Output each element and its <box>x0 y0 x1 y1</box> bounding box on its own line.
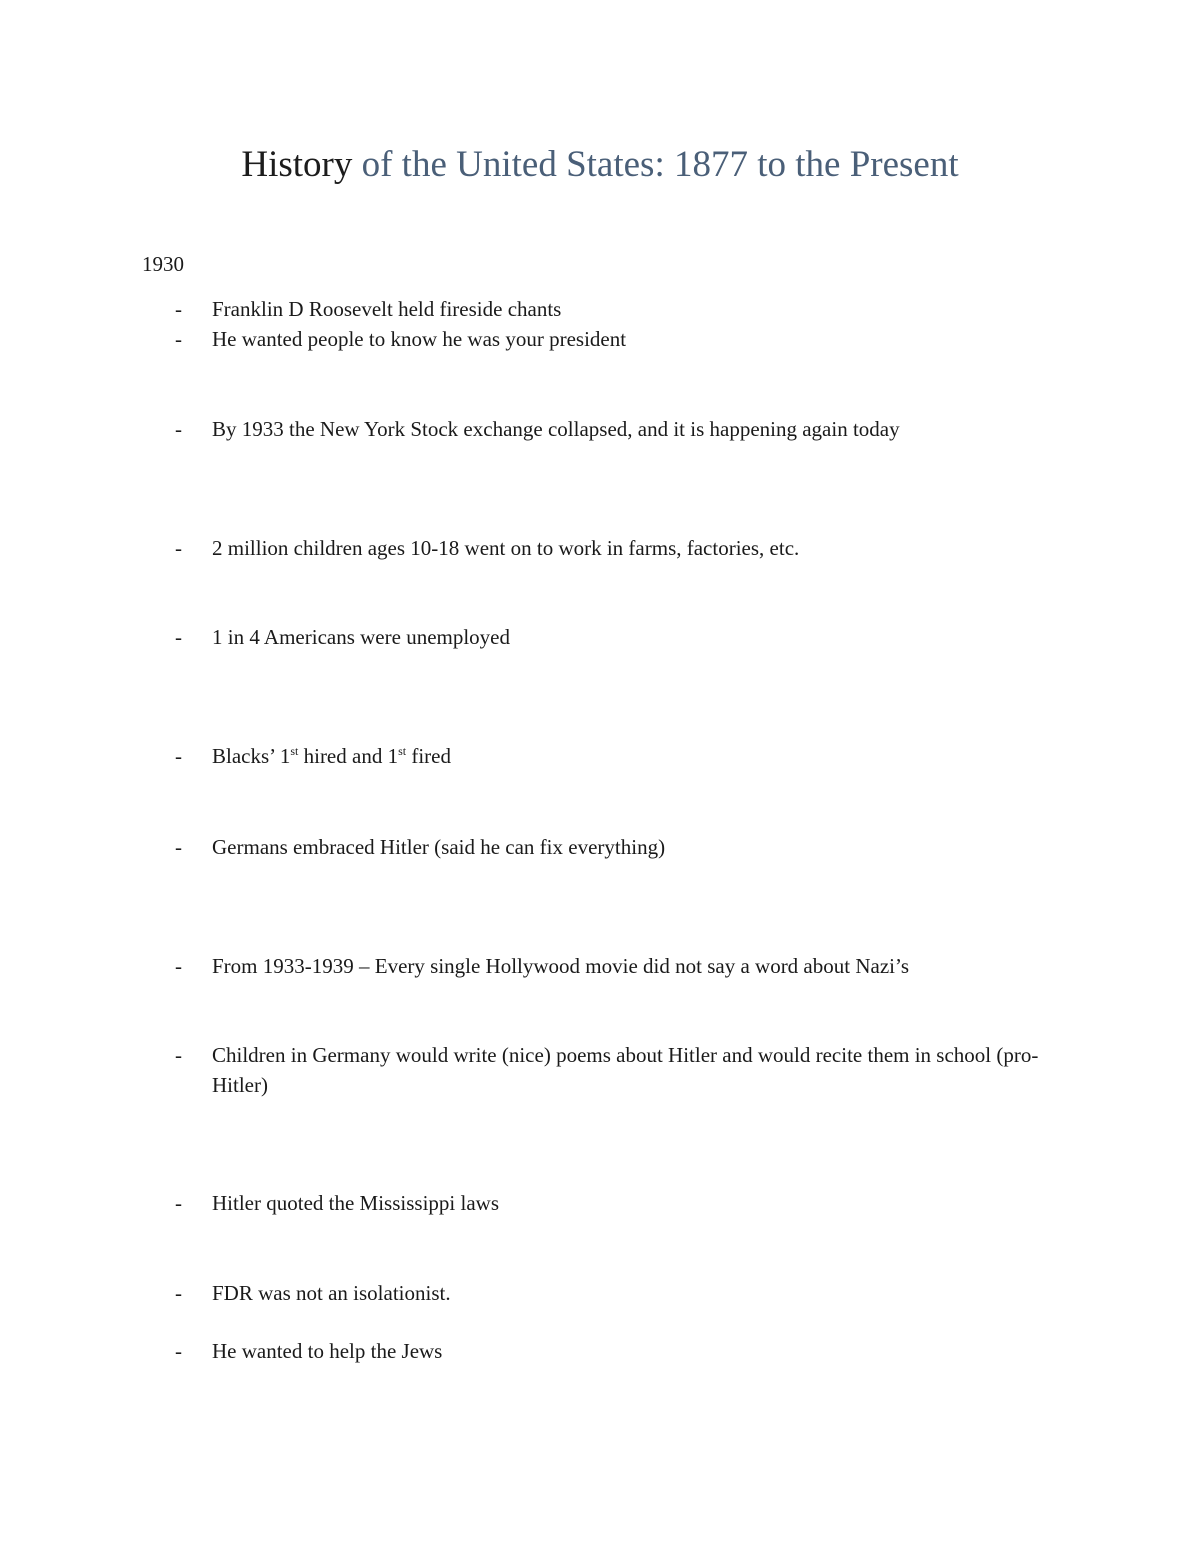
list-item-text: Germans embraced Hitler (said he can fix everything) <box>212 835 666 859</box>
bullet-dash: - <box>175 625 182 649</box>
title-part-rest: of the United States: 1877 to the Present <box>352 144 959 185</box>
bullet-dash: - <box>175 417 182 441</box>
list-item-text <box>212 741 1055 771</box>
list-item-text: Franklin D Roosevelt held fireside chants <box>212 297 562 321</box>
bullet-dash: - <box>175 1043 182 1067</box>
list-item-text: Children in Germany would write (nice) poems about Hitler and would recite them in school (pro-Hitler) <box>212 1043 1039 1097</box>
bullet-dash: - <box>175 297 182 321</box>
list-item-text: He wanted people to know he was your president <box>212 327 627 351</box>
list-item-text: FDR was not an isolationist. <box>212 1281 451 1305</box>
text-segment: Blacks’ 1 <box>212 744 291 768</box>
bullet-dash: - <box>175 1191 182 1215</box>
list-item <box>175 622 1055 652</box>
list-item <box>175 951 1055 981</box>
bullet-dash: - <box>175 835 182 859</box>
section-year: 1930 <box>142 252 184 276</box>
ordinal-suffix: st <box>398 744 407 758</box>
list-item-text: From 1933-1939 – Every single Hollywood movie did not say a word about Nazi’s <box>212 954 909 978</box>
list-item-text: 1 in 4 Americans were unemployed <box>212 625 510 649</box>
list-item <box>175 414 1055 444</box>
document-title <box>0 140 1200 190</box>
list-item-text: By 1933 the New York Stock exchange collapsed, and it is happening again today <box>212 417 900 441</box>
list-item <box>175 324 1055 354</box>
list-item-text: He wanted to help the Jews <box>212 1339 443 1363</box>
list-item <box>175 533 1055 563</box>
list-item <box>175 1278 1055 1308</box>
bullet-dash: - <box>175 536 182 560</box>
list-item <box>175 1336 1055 1366</box>
text-segment: fired <box>406 744 452 768</box>
text-segment: hired and 1 <box>298 744 399 768</box>
list-item <box>175 1188 1055 1218</box>
bullet-dash: - <box>175 744 182 768</box>
list-item <box>175 294 1055 324</box>
list-item <box>175 832 1055 862</box>
list-item-text: 2 million children ages 10-18 went on to work in farms, factories, etc. <box>212 536 800 560</box>
list-item <box>175 741 1055 771</box>
list-item-text: Hitler quoted the Mississippi laws <box>212 1191 499 1215</box>
title-part-history: History <box>241 144 353 185</box>
bullet-dash: - <box>175 1281 182 1305</box>
ordinal-suffix: st <box>290 744 299 758</box>
bullet-dash: - <box>175 954 182 978</box>
list-item <box>175 1040 1055 1100</box>
bullet-dash: - <box>175 1339 182 1363</box>
bullet-dash: - <box>175 327 182 351</box>
